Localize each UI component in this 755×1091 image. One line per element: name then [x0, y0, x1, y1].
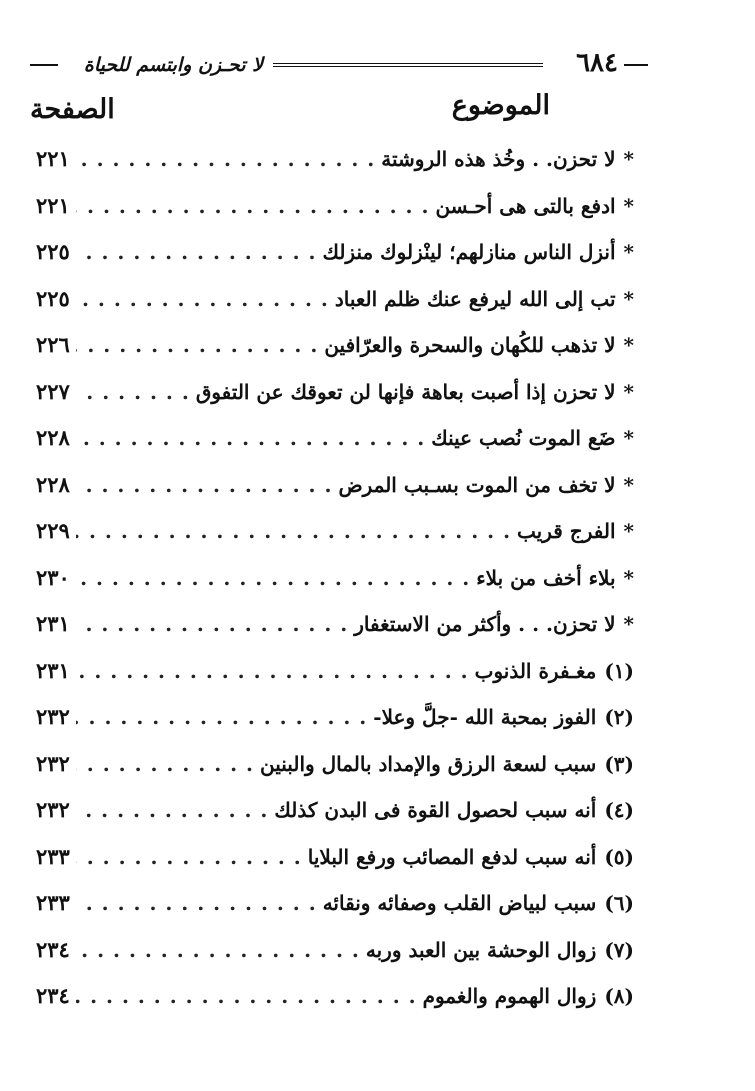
toc-entry[interactable] — [36, 741, 634, 788]
toc-bullet: * — [623, 379, 634, 404]
toc-item-number: (٦) — [604, 891, 634, 915]
dot-leader — [76, 322, 318, 369]
topic-column-head: الموضوع — [451, 90, 550, 121]
toc-page-number: ٢٣١ — [36, 657, 70, 683]
toc-bullet: * — [623, 565, 634, 590]
toc-page-number: ٢٣٣ — [36, 890, 70, 915]
table-of-contents — [36, 136, 634, 1020]
toc-entry[interactable] — [36, 276, 634, 323]
dot-leader — [76, 973, 417, 1020]
toc-item-number: (٣) — [604, 751, 634, 776]
toc-title: زوال الوحشة بين العبد وربه — [365, 937, 597, 962]
toc-title: ادفع بالتى هى أحـسن — [435, 193, 616, 218]
toc-item-number: (٤) — [604, 798, 634, 822]
dot-leader — [76, 369, 190, 416]
toc-title: لا تذهب للكُهان والسحرة والعرّافين — [324, 333, 616, 357]
dot-leader — [76, 741, 254, 788]
toc-title: سبب لسعة الرزق والإمداد بالمال والبنين — [260, 751, 597, 776]
toc-page-number: ٢٣٠ — [36, 564, 70, 590]
toc-page-number: ٢٣٤ — [36, 936, 70, 962]
toc-title: لا تخف من الموت بسـبب المرض — [338, 472, 616, 497]
dot-leader — [76, 834, 302, 881]
toc-title: مغـفرة الذنوب — [474, 658, 597, 683]
toc-title: ضَع الموت نُصب عينك — [431, 426, 616, 450]
dot-leader — [76, 694, 367, 741]
toc-page-number: ٢٢٥ — [36, 285, 70, 311]
toc-bullet: * — [623, 333, 634, 357]
toc-entry[interactable] — [36, 927, 634, 974]
toc-page-number: ٢٢٨ — [36, 425, 70, 450]
toc-entry[interactable] — [36, 834, 634, 881]
toc-bullet: * — [623, 286, 634, 311]
toc-page-number: ٢٣٢ — [36, 750, 70, 776]
toc-entry[interactable] — [36, 229, 634, 276]
toc-title: تب إلى الله ليرفع عنك ظلم العباد — [334, 286, 616, 311]
toc-entry[interactable] — [36, 648, 634, 695]
dot-leader — [76, 555, 470, 602]
dot-leader — [76, 508, 511, 555]
dot-leader — [76, 183, 430, 230]
toc-item-number: (٥) — [604, 844, 634, 869]
toc-entry[interactable] — [36, 787, 634, 834]
toc-bullet: * — [623, 193, 634, 218]
toc-item-number: (٨) — [604, 984, 634, 1008]
toc-entry[interactable] — [36, 694, 634, 741]
toc-item-number: (٢) — [604, 705, 634, 729]
toc-entry[interactable] — [36, 183, 634, 230]
toc-title: أنزل الناس منازلهم؛ لينْزلوك منزلك — [322, 240, 616, 264]
toc-page-number: ٢٣٤ — [36, 983, 70, 1008]
book-title: لا تحـزن وابتسم للحياة — [83, 54, 263, 76]
toc-title: زوال الهموم والغموم — [422, 984, 597, 1008]
toc-page-number: ٢٢٥ — [36, 239, 70, 264]
toc-title: أنه سبب لدفع المصائب ورفع البلايا — [307, 844, 597, 869]
toc-title: أنه سبب لحصول القوة فى البدن كذلك — [274, 798, 597, 822]
toc-entry[interactable] — [36, 508, 634, 555]
dot-leader — [76, 648, 469, 695]
toc-entry[interactable] — [36, 555, 634, 602]
header-rule-long — [273, 63, 543, 67]
toc-page-number: ٢٢٩ — [36, 518, 70, 543]
toc-page-number: ٢٢٨ — [36, 471, 70, 497]
dot-leader — [76, 229, 317, 276]
toc-title: بلاء أخف من بلاء — [476, 565, 616, 590]
toc-entry[interactable] — [36, 415, 634, 462]
toc-page-number: ٢٢١ — [36, 146, 70, 171]
toc-page-number: ٢٣٢ — [36, 704, 70, 729]
toc-title: لا تحزن إذا أصبت بعاهة فإنها لن تعوقك عن التفوق — [195, 379, 616, 404]
header-rule-right — [624, 64, 648, 66]
toc-entry[interactable] — [36, 136, 634, 183]
toc-title: سبب لبياض القلب وصفائه ونقائه — [322, 891, 597, 915]
toc-page-number: ٢٣١ — [36, 611, 70, 636]
dot-leader — [76, 927, 360, 974]
toc-page-number: ٢٣٣ — [36, 843, 70, 869]
page-number: ٦٨٤ — [576, 48, 618, 78]
dot-leader — [76, 787, 269, 834]
dot-leader — [76, 415, 425, 462]
toc-item-number: (٧) — [604, 937, 634, 962]
toc-entry[interactable] — [36, 880, 634, 927]
toc-entry[interactable] — [36, 322, 634, 369]
toc-bullet: * — [623, 426, 634, 450]
page-column-head: الصفحة — [30, 94, 115, 125]
toc-bullet: * — [623, 519, 634, 543]
toc-bullet: * — [623, 612, 634, 636]
toc-page-number: ٢٣٢ — [36, 797, 70, 822]
toc-entry[interactable] — [36, 369, 634, 416]
toc-bullet: * — [623, 240, 634, 264]
toc-entry[interactable] — [36, 973, 634, 1020]
toc-entry[interactable] — [36, 462, 634, 509]
toc-bullet: * — [623, 472, 634, 497]
dot-leader — [76, 136, 375, 183]
toc-page-number: ٢٢٦ — [36, 332, 70, 357]
toc-title: لا تحزن. . وخُذ هذه الروشتة — [381, 147, 616, 171]
column-heads — [30, 90, 550, 130]
toc-title: الفرج قريب — [517, 519, 616, 543]
toc-item-number: (١) — [604, 658, 634, 683]
toc-title: لا تحزن. . . وأكثر من الاستغفار — [354, 612, 616, 636]
toc-entry[interactable] — [36, 601, 634, 648]
dot-leader — [76, 462, 333, 509]
toc-bullet: * — [623, 147, 634, 171]
header-rule-left — [30, 64, 58, 66]
dot-leader — [76, 601, 348, 648]
toc-page-number: ٢٢٧ — [36, 378, 70, 404]
dot-leader — [76, 276, 329, 323]
running-header — [28, 48, 648, 88]
dot-leader — [76, 880, 317, 927]
toc-title: الفوز بمحبة الله -جلَّ وعلا- — [373, 705, 597, 729]
toc-page-number: ٢٢١ — [36, 192, 70, 218]
